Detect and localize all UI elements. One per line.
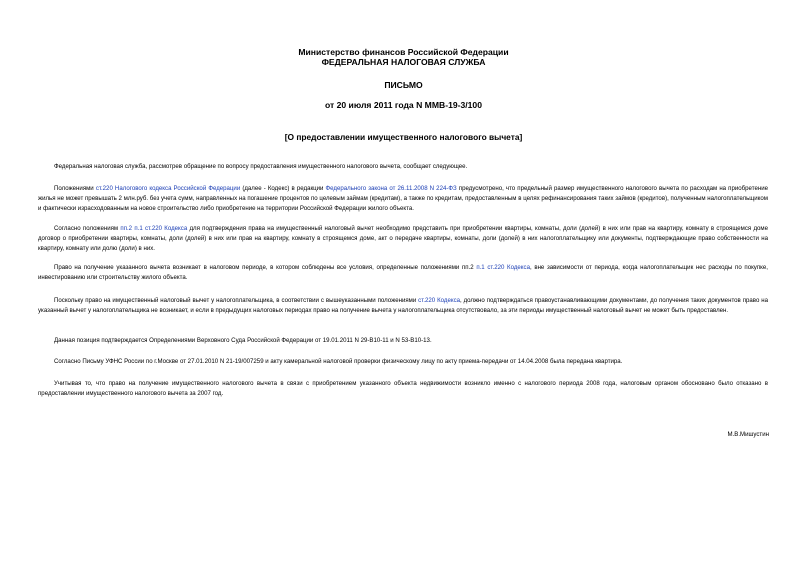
ministry-heading: Министерство финансов Российской Федерации — [298, 47, 509, 57]
paragraph-text: Федеральная налоговая служба, рассмотрев обращение по вопросу предоставления имущественного налогового вычета, сообщает следующее. — [54, 163, 468, 170]
paragraph-6 — [38, 336, 768, 346]
paragraph-text: Данная позиция подтверждается Определениями Верховного Суда Российской Федерации от 19.01.2011 N 29-В10-11 и N 53-В10-13. — [54, 337, 432, 344]
paragraph-text: Право на получение указанного вычета возникает в налоговом периоде, в котором соблюдены все условия, определенные положениями пп.2 — [54, 264, 477, 271]
paragraph-text: Согласно положениям — [54, 225, 121, 232]
paragraph-text: , вне зависимости от периода, когда налогоплательщик нес расходы по покупке, инвестированию или строительству жилого объекта. — [38, 264, 768, 281]
paragraph-1 — [38, 162, 768, 172]
paragraph-8 — [38, 379, 768, 399]
service-heading: ФЕДЕРАЛЬНАЯ НАЛОГОВАЯ СЛУЖБА — [321, 57, 486, 67]
paragraph-7 — [38, 357, 768, 367]
doc-type-heading: ПИСЬМО — [384, 80, 423, 90]
link-article-220-tax-code[interactable]: ст.220 Налогового кодекса Российской Федерации — [95, 185, 241, 192]
paragraph-text: (далее - Кодекс) в редакции — [240, 185, 326, 192]
paragraph-text: Учитывая то, что право на получение имущественного налогового вычета в связи с приобретением указанного объекта недвижимости возникло именно с налогового периода 2008 года, налоговым органом обосновано было отказано в предоставлении имущественного налогового вычета за 2007 год. — [38, 380, 768, 397]
doc-subject: [О предоставлении имущественного налогового вычета] — [284, 132, 523, 142]
link-pp2-p1-article-220[interactable]: пп.2 п.1 ст.220 Кодекса — [120, 225, 188, 232]
paragraph-text: Согласно Письму УФНС России по г.Москве от 27.01.2010 N 21-19/007259 и акту камеральной налоговой проверки физическому лицу по акту приема-передачи от 14.04.2008 была передана квартира. — [54, 358, 623, 365]
link-article-220-code[interactable]: ст.220 Кодекса — [418, 297, 461, 304]
paragraph-text: , должно подтверждаться правоустанавливающими документами, до получения таких документов право на указанный вычет у налогоплательщика не возникает, и если в предыдущих налоговых периодах право на получение вычета у налогоплательщика отсутствовало, за эти периоды имущественный налоговый вычет не может быть предоставлен. — [38, 297, 768, 314]
signature: М.В.Мишустин — [727, 431, 769, 438]
link-federal-law-224[interactable]: Федерального закона от 26.11.2008 N 224-ФЗ — [325, 185, 457, 192]
link-p1-article-220[interactable]: п.1 ст.220 Кодекса — [476, 264, 530, 271]
paragraph-4 — [38, 263, 768, 283]
paragraph-text: Поскольку право на имущественный налоговый вычет у налогоплательщика, в соответствии с вышеуказанными положениями — [54, 297, 419, 304]
paragraph-text: Положениями — [54, 185, 96, 192]
paragraph-2 — [38, 184, 768, 214]
paragraph-text: предусмотрено, что предельный размер имущественного налогового вычета по расходам на приобретение жилья не может превышать 2 млн.руб. без учета сумм, направленных на погашение процентов по целевым займам (кредитам), а также по кредитам, предоставленным в целях рефинансирования таких займов (кредитов), полученным налогоплательщиком и фактически израсходованным на новое строительство либо приобретение на территории Российской Федерации жилого объекта. — [38, 185, 768, 212]
paragraph-5 — [38, 296, 768, 316]
paragraph-3 — [38, 224, 768, 254]
paragraph-text: для подтверждения права на имущественный налоговый вычет необходимо представить при приобретении квартиры, комнаты, доли (долей) в них или прав на квартиру, комнату в строящемся доме договор о приобретении квартиры, комнаты, доли (долей) в них или прав на квартиру, комнату в строящемся доме, акт о передаче квартиры, комнаты, доли (долей) в них налогоплательщику или документы, подтверждающие право собственности на квартиру, комнату или долю (доли) в них. — [38, 225, 768, 252]
doc-date-number: от 20 июля 2011 года N ММВ-19-3/100 — [324, 100, 482, 110]
